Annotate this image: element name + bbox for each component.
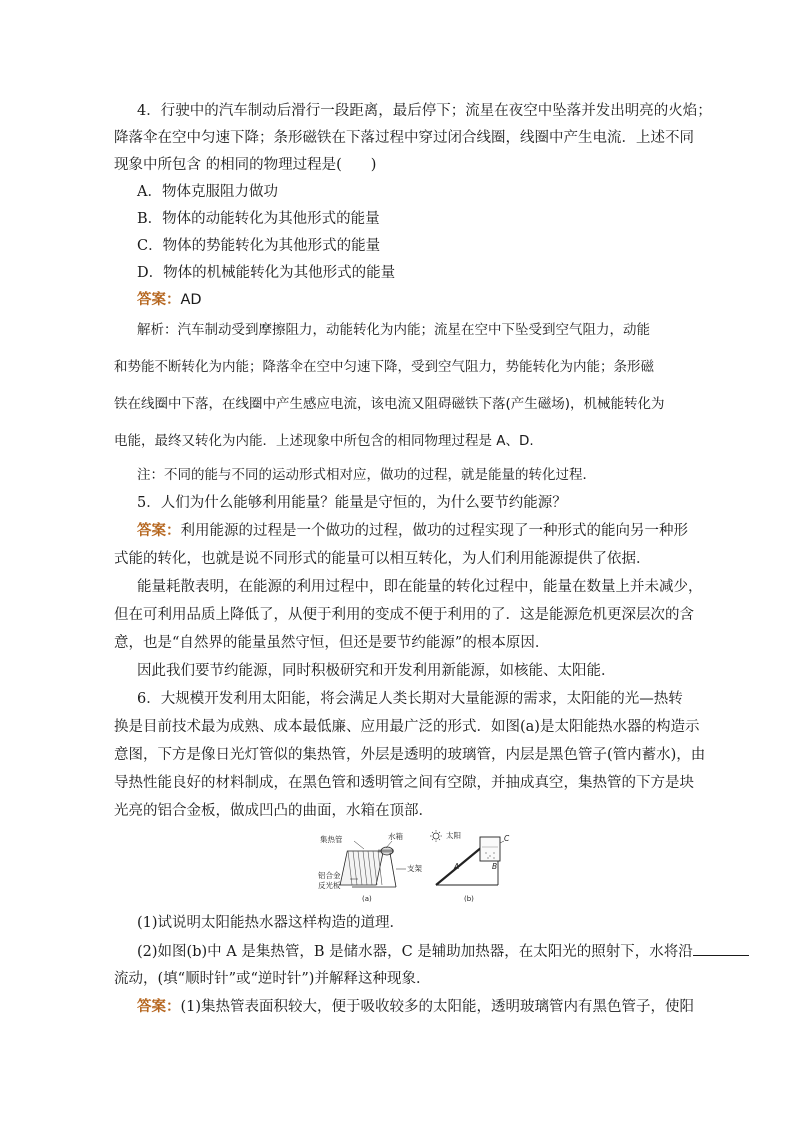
q4-analysis-line-3: 铁在线圈中下落，在线圈中产生感应电流，该电流又阻碍磁铁下落(产生磁场)，机械能转化为 [114, 396, 665, 412]
q4-note: 注：不同的能与不同的运动形式相对应，做功的过程，就是能量的转化过程． [137, 467, 596, 483]
q5-para2-line-2: 但在可利用品质上降低了，从便于利用的变成不便于利用的了．这是能源危机更深层次的含 [114, 607, 694, 623]
q6-answer-label: 答案： [137, 999, 181, 1015]
q5-para2-line-3: 意，也是“自然界的能量虽然守恒，但还是要节约能源”的根本原因． [114, 635, 550, 651]
q6-sub2-line-2: 流动，(填“顺时针”或“逆时针”)并解释这种现象． [114, 971, 431, 987]
q4-stem-line-2: 降落伞在空中匀速下降；条形磁铁在下落过程中穿过闭合线圈，线圈中产生电流．上述不同 [114, 130, 694, 146]
figure-caption-a: (a) [362, 895, 372, 903]
figure-a-diagram [340, 841, 406, 887]
figure-label-collector: 集热管 [320, 835, 343, 844]
q6-sub2-text: (2)如图(b)中 A 是集热管，B 是储水器，C 是辅助加热器，在太阳光的照射下，水将沿 [137, 944, 693, 960]
q6-stem-line-1: 6．大规模开发利用太阳能，将会满足人类长期对大量能源的需求，太阳能的光—热转 [137, 691, 683, 707]
q6-answer-line-1 [137, 997, 703, 1017]
q4-analysis-line-1: 解析：汽车制动受到摩擦阻力，动能转化为内能；流星在空中下坠受到空气阻力，动能 [137, 322, 650, 338]
q4-analysis-line-2: 和势能不断转化为内能；降落伞在空中匀速下降，受到空气阻力，势能转化为内能；条形磁 [114, 359, 654, 375]
sun-icon [433, 833, 439, 839]
q4-stem-line-1: 4．行驶中的汽车制动后滑行一段距离，最后停下；流星在夜空中坠落并发出明亮的火焰； [137, 103, 712, 119]
q5-para2-line-1: 能量耗散表明，在能源的利用过程中，即在能量的转化过程中，能量在数量上并未减少， [137, 579, 703, 595]
figure-label-b: B [492, 862, 498, 871]
q6-sub2-line-1 [137, 941, 703, 962]
figure-label-stand: 支架 [407, 864, 422, 873]
q5-question: 5．人们为什么能够利用能量？能量是守恒的，为什么要节约能源？ [137, 495, 567, 511]
q5-answer-text-1: 利用能源的过程是一个做功的过程，做功的过程实现了一种形式的能向另一种形 [180, 523, 688, 539]
figure-label-tank: 水箱 [388, 832, 403, 841]
q4-analysis-line-4: 电能，最终又转化为内能．上述现象中所包含的相同物理过程是 A、D. [114, 433, 534, 449]
q6-sub1: (1)试说明太阳能热水器这样构造的道理． [137, 915, 405, 931]
q4-option-a: A．物体克服阻力做功 [137, 184, 278, 200]
q4-option-d: D．物体的机械能转化为其他形式的能量 [137, 265, 396, 281]
figure-label-reflector-1: 铝合金 [318, 871, 341, 880]
q6-stem-line-5: 光亮的铝合金板，做成凹凸的曲面，水箱在顶部． [114, 803, 433, 819]
q4-answer [137, 290, 703, 310]
q4-answer-label: 答案： [137, 292, 181, 308]
q4-option-b: B．物体的动能转化为其他形式的能量 [137, 211, 380, 227]
q5-answer-line-2: 式能的转化，也就是说不同形式的能量可以相互转化，为人们利用能源提供了依据． [114, 551, 651, 567]
q6-stem-line-4: 导热性能良好的材料制成，在黑色管和透明管之间有空隙，并抽成真空，集热管的下方是块 [114, 775, 694, 791]
solar-heater-figure [312, 829, 512, 907]
q4-answer-value: AD [180, 292, 202, 308]
figure-label-sun: 太阳 [446, 831, 461, 840]
figure-label-c: C [504, 834, 510, 843]
q4-option-c: C．物体的势能转化为其他形式的能量 [137, 238, 381, 254]
figure-b-diagram [430, 830, 504, 885]
q6-answer-blank [693, 941, 749, 956]
figure-label-a: A [454, 862, 460, 871]
figure-label-reflector-2: 反光板 [318, 881, 341, 890]
q6-stem-line-3: 意图，下方是像日光灯管似的集热管，外层是透明的玻璃管，内层是黑色管子(管内蓄水)，由 [114, 747, 706, 763]
q5-para3: 因此我们要节约能源，同时积极研究和开发利用新能源，如核能、太阳能． [137, 663, 616, 679]
q5-answer-label: 答案： [137, 523, 181, 539]
q6-stem-line-2: 换是目前技术最为成熟、成本最低廉、应用最广泛的形式．如图(a)是太阳能热水器的构造示 [114, 719, 700, 735]
q5-answer-line-1 [137, 521, 703, 541]
q6-answer-text-1: (1)集热管表面积较大，便于吸收较多的太阳能，透明玻璃管内有黑色管子，使阳 [180, 999, 695, 1015]
figure-caption-b: (b) [464, 895, 474, 903]
q4-stem-line-3: 现象中所包含 的相同的物理过程是( ) [114, 157, 377, 173]
